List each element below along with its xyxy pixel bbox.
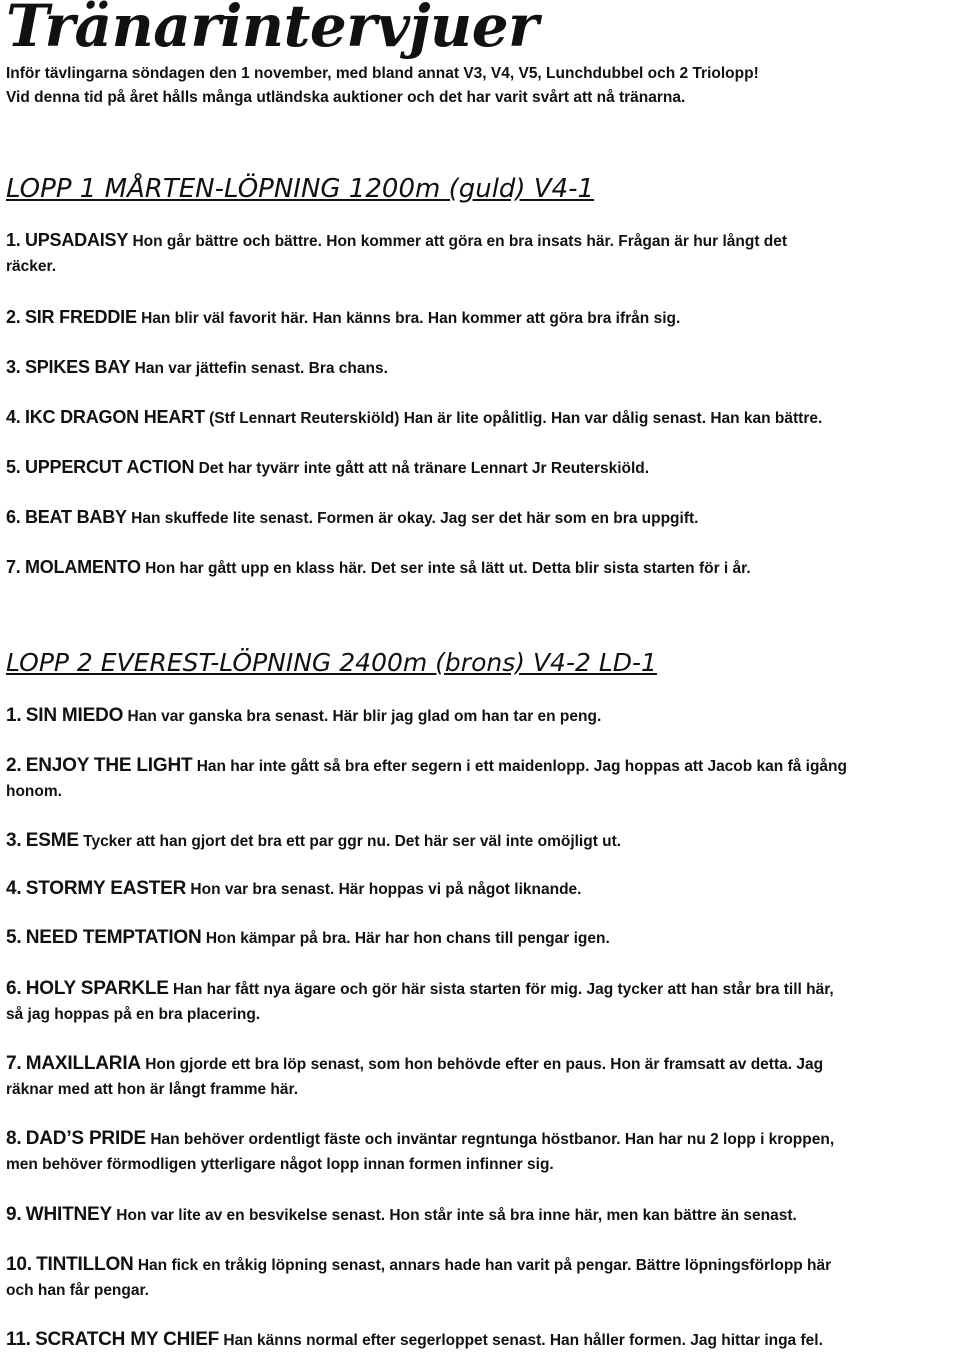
- horse-name: 7.: [6, 1053, 22, 1074]
- entry-line: [6, 228, 958, 254]
- horse-label: IKC DRAGON HEART: [24, 407, 205, 427]
- trainer-comment: Hon kämpar på bra. Här har hon chans till pengar igen.: [205, 930, 610, 947]
- intro-line-2: Vid denna tid på året hålls många utländska auktioner och det har varit svårt att nå tränarna.: [6, 89, 686, 106]
- entry-race1-5: [6, 455, 958, 481]
- horse-label: SCRATCH MY CHIEF: [35, 1329, 220, 1350]
- trainer-comment-continued: och han får pengar.: [6, 1282, 149, 1299]
- entry-race1-7: [6, 555, 958, 581]
- horse-name: 7.: [6, 557, 21, 577]
- horse-label: WHITNEY: [25, 1204, 112, 1225]
- horse-label: SPIKES BAY: [24, 357, 131, 377]
- entry-race2-2: [6, 753, 958, 804]
- horse-name: 6.: [6, 507, 21, 527]
- trainer-comment: Han var ganska bra senast. Här blir jag glad om han tar en peng.: [127, 708, 602, 725]
- horse-name: 1.: [6, 230, 21, 250]
- horse-label: ESME: [25, 830, 79, 851]
- entry-line: [6, 1202, 958, 1228]
- intro-line-1: Inför tävlingarna söndagen den 1 november, med bland annat V3, V4, V5, Lunchdubbel och 2 Triolopp!: [6, 65, 759, 82]
- entry-line: [6, 305, 958, 331]
- horse-name: 4.: [6, 878, 22, 899]
- entry-race1-3: [6, 355, 958, 381]
- trainer-comment-continued: så jag hoppas på en bra placering.: [6, 1006, 261, 1023]
- entry-race2-3: [6, 828, 958, 854]
- horse-name: 1.: [6, 705, 22, 726]
- entry-line: [6, 555, 958, 581]
- entry-line: [6, 405, 958, 431]
- trainer-comment: Det har tyvärr inte gått att nå tränare Lennart Jr Reuterskiöld.: [198, 460, 650, 477]
- horse-label: MAXILLARIA: [25, 1053, 141, 1074]
- horse-label: MOLAMENTO: [24, 557, 141, 577]
- horse-label: TINTILLON: [36, 1254, 134, 1275]
- entry-race2-4: [6, 876, 958, 902]
- trainer-comment: Han har inte gått så bra efter segern i ett maidenlopp. Jag hoppas att Jacob kan få igång: [196, 758, 847, 775]
- entry-race1-4: [6, 405, 958, 431]
- entry-line: [6, 703, 958, 729]
- horse-name: 8.: [6, 1128, 22, 1149]
- trainer-comment: Hon var bra senast. Här hoppas vi på något liknande.: [190, 881, 582, 898]
- entry-line: [6, 355, 958, 381]
- horse-label: HOLY SPARKLE: [25, 978, 169, 999]
- trainer-comment: Hon var lite av en besvikelse senast. Hon står inte så bra inne här, men kan bättre än senast.: [116, 1207, 797, 1224]
- horse-label: ENJOY THE LIGHT: [25, 755, 193, 776]
- entry-line: [6, 976, 958, 1002]
- entry-race2-6: [6, 976, 958, 1027]
- trainer-comment: Han var jättefin senast. Bra chans.: [134, 360, 388, 377]
- trainer-comment: Hon gjorde ett bra löp senast, som hon behövde efter en paus. Hon är framsatt av detta. Jag: [145, 1056, 824, 1073]
- race-1-heading: LOPP 1 MÅRTEN-LÖPNING 1200m (guld) V4-1: [6, 174, 595, 204]
- trainer-comment: Han blir väl favorit här. Han känns bra. Han kommer att göra bra ifrån sig.: [141, 310, 681, 327]
- entry-race2-5: [6, 925, 958, 951]
- entry-race2-8: [6, 1126, 958, 1177]
- horse-label: UPSADAISY: [24, 230, 129, 250]
- horse-label: UPPERCUT ACTION: [24, 457, 195, 477]
- horse-name: 4.: [6, 407, 21, 427]
- horse-name: 6.: [6, 978, 22, 999]
- horse-label: SIN MIEDO: [25, 705, 124, 726]
- page-title: Tränarintervjuer: [6, 0, 539, 60]
- horse-label: DAD’S PRIDE: [25, 1128, 147, 1149]
- entry-line: [6, 505, 958, 531]
- entry-race1-1: [6, 228, 958, 279]
- horse-name: 11.: [6, 1329, 31, 1350]
- entry-line: [6, 1126, 958, 1152]
- entry-race2-1: [6, 703, 958, 729]
- entry-race2-10: [6, 1252, 958, 1303]
- entry-line: [6, 876, 958, 902]
- trainer-comment: Han skuffede lite senast. Formen är okay. Jag ser det här som en bra uppgift.: [131, 510, 699, 527]
- horse-name: 5.: [6, 927, 22, 948]
- entry-line: [6, 925, 958, 951]
- horse-name: 3.: [6, 357, 21, 377]
- trainer-comment-continued: räcker.: [6, 258, 56, 275]
- entry-line: [6, 1327, 958, 1353]
- horse-label: SIR FREDDIE: [24, 307, 137, 327]
- horse-name: 3.: [6, 830, 22, 851]
- trainer-comment-continued: honom.: [6, 783, 62, 800]
- horse-name: 2.: [6, 307, 21, 327]
- horse-name: 10.: [6, 1254, 32, 1275]
- entry-race2-11: [6, 1327, 958, 1353]
- entry-race2-9: [6, 1202, 958, 1228]
- trainer-comment: Tycker att han gjort det bra ett par ggr nu. Det här ser väl inte omöjligt ut.: [83, 833, 622, 850]
- race-2-heading: LOPP 2 EVEREST-LÖPNING 2400m (brons) V4-2 LD-1: [6, 648, 657, 677]
- horse-label: BEAT BABY: [24, 507, 127, 527]
- entry-line: [6, 455, 958, 481]
- horse-label: STORMY EASTER: [25, 878, 187, 899]
- trainer-comment: Han känns normal efter segerloppet senast. Han håller formen. Jag hittar inga fel.: [223, 1332, 823, 1349]
- entry-line: [6, 753, 958, 779]
- trainer-comment: Han fick en tråkig löpning senast, annars hade han varit på pengar. Bättre löpningsförlopp här: [137, 1257, 832, 1274]
- horse-name: 5.: [6, 457, 21, 477]
- trainer-comment-continued: räknar med att hon är långt framme här.: [6, 1081, 299, 1098]
- horse-label: NEED TEMPTATION: [25, 927, 202, 948]
- trainer-comment-continued: men behöver förmodligen ytterligare något lopp innan formen infinner sig.: [6, 1156, 554, 1173]
- trainer-comment: Hon har gått upp en klass här. Det ser inte så lätt ut. Detta blir sista starten för i år.: [145, 560, 751, 577]
- entry-race1-2: [6, 305, 958, 331]
- entry-race2-7: [6, 1051, 958, 1102]
- horse-name: 2.: [6, 755, 22, 776]
- entry-race1-6: [6, 505, 958, 531]
- entry-line: [6, 828, 958, 854]
- trainer-comment: Han har fått nya ägare och gör här sista starten för mig. Jag tycker att han står bra till här,: [173, 981, 834, 998]
- trainer-comment: (Stf Lennart Reuterskiöld) Han är lite opålitlig. Han var dålig senast. Han kan bättre.: [209, 410, 823, 427]
- entry-line: [6, 1051, 958, 1077]
- trainer-comment: Hon går bättre och bättre. Hon kommer att göra en bra insats här. Frågan är hur långt det: [132, 233, 788, 250]
- entry-line: [6, 1252, 958, 1278]
- horse-name: 9.: [6, 1204, 22, 1225]
- trainer-comment: Han behöver ordentligt fäste och inväntar regntunga höstbanor. Han har nu 2 lopp i kroppen,: [150, 1131, 835, 1148]
